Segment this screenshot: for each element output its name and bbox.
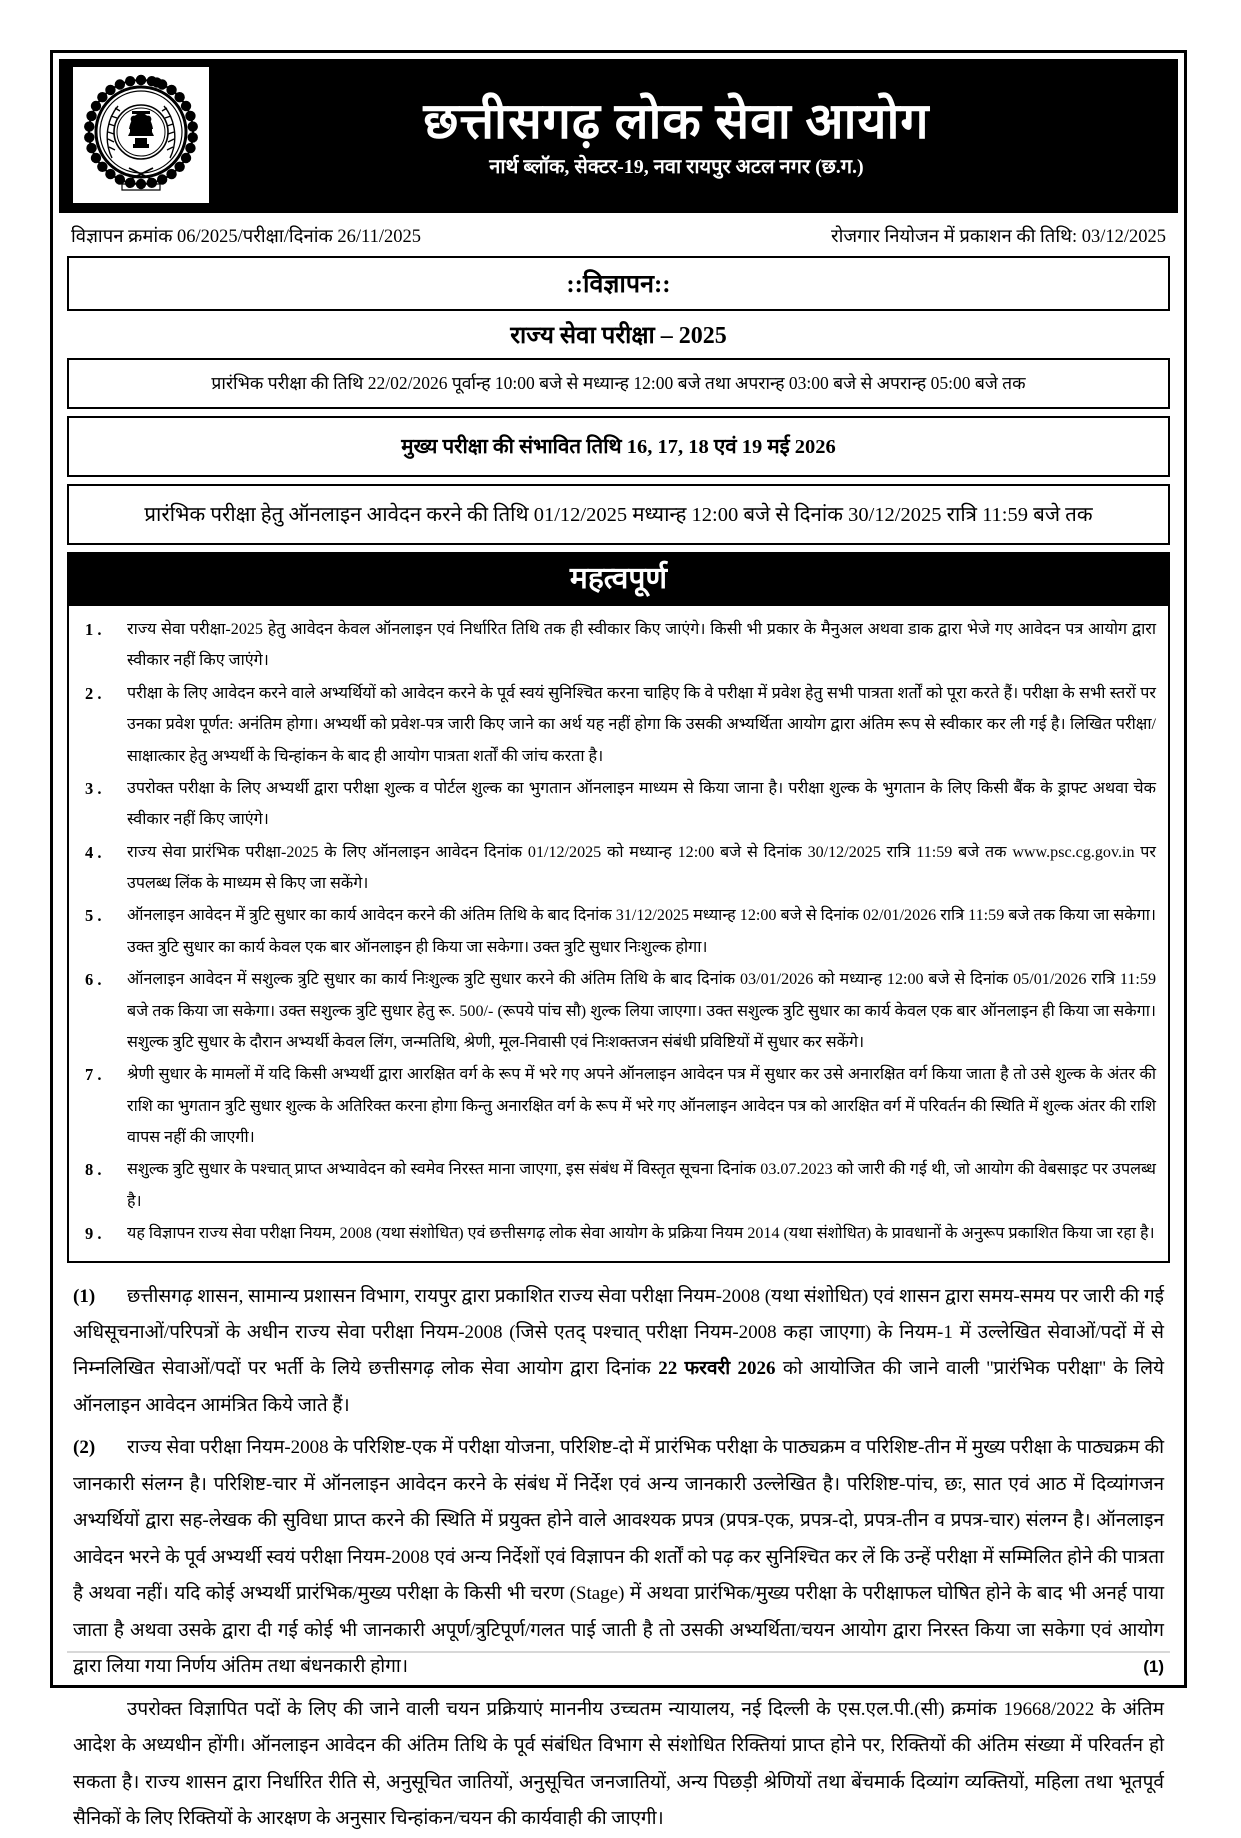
meta-row xyxy=(59,213,1178,256)
footer-divider xyxy=(67,1651,1170,1653)
publication-date: रोजगार नियोजन में प्रकाशन की तिथि: 03/12/2025 xyxy=(831,227,1166,247)
organization-name: छत्तीसगढ़ लोक सेवा आयोग xyxy=(423,93,930,149)
paragraph-2 xyxy=(73,1430,1164,1685)
list-item: सशुल्क त्रुटि सुधार के पश्चात् प्राप्त अभ्यावेदन को स्वमेव निरस्त माना जाएगा, इस संबंध में विस्तृत सूचना दिनांक 03.07.2023 को जारी की गई थी, जो आयोग की वेबसाइट पर उपलब्ध है। xyxy=(127,1161,1156,1210)
important-body xyxy=(69,606,1168,1261)
paragraph-1-text-a: छत्तीसगढ़ शासन, सामान्य प्रशासन विभाग, रायपुर द्वारा प्रकाशित राज्य सेवा परीक्षा नियम-2008 (यथा संशोधित) एवं शासन द्वारा समय-समय पर जारी की गई अधिसूचनाओं/परिपत्रों के अधीन राज्य सेवा परीक्षा नियम-2008 (जिसे एतद् पश्चात् परीक्षा नियम-2008 कहा जाएगा) के नियम-1 में उल्लेखित सेवाओं/पदों में से निम्नलिखित सेवाओं/पदों पर भर्ती के लिये छत्तीसगढ़ लोक सेवा आयोग द्वारा दिनांक xyxy=(73,1285,1164,1380)
important-section xyxy=(67,552,1170,1263)
paragraph-3: उपरोक्त विज्ञापित पदों के लिए की जाने वाली चयन प्रक्रियाएं माननीय उच्चतम न्यायालय, नई दिल्ली के एस.एल.पी.(सी) क्रमांक 19668/2022 के अंतिम आदेश के अध्यधीन होंगी। ऑनलाइन आवेदन की अंतिम तिथि के पूर्व संबंधित विभाग से संशोधित रिक्तियां प्राप्त होने पर, रिक्तियों की अंतिम संख्या में परिवर्तन हो सकता है। राज्य शासन द्वारा निर्धारित रीति से, अनुसूचित जातियों, अनुसूचित जनजातियों, अन्य पिछड़ी श्रेणियों तथा बेंचमार्क दिव्यांग व्यक्तियों, महिला तथा भूतपूर्व सैनिकों के लिए रिक्तियों के आरक्षण के अनुसार चिन्हांकन/चयन की कार्यवाही की जाएगी। xyxy=(73,1698,1164,1830)
online-application-date-box: प्रारंभिक परीक्षा हेतु ऑनलाइन आवेदन करने की तिथि 01/12/2025 मध्यान्ह 12:00 बजे से दिनांक 30/12/2025 रात्रि 11:59 बजे तक xyxy=(67,484,1170,545)
document-page xyxy=(50,50,1187,1830)
advertisement-number: विज्ञापन क्रमांक 06/2025/परीक्षा/दिनांक 26/11/2025 xyxy=(71,227,421,247)
page-footer xyxy=(59,1651,1178,1677)
paragraph-1 xyxy=(73,1279,1164,1425)
list-item: श्रेणी सुधार के मामलों में यदि किसी अभ्यर्थी द्वारा आरक्षित वर्ग के रूप में भरे गए अपने ऑनलाइन आवेदन पत्र में सुधार कर उसे अनारक्षित वर्ग किया जाता है तो उसे शुल्क के अंतर की राशि का भुगतान त्रुटि सुधार शुल्क के अतिरिक्त करना होगा किन्तु अनारक्षित वर्ग के रूप में भरे गए ऑनलाइन आवेदन पत्र को आरक्षित वर्ग में परिवर्तन की स्थिति में शुल्क अंतर की राशि वापस नहीं की जाएगी। xyxy=(127,1066,1156,1146)
important-heading: महत्वपूर्ण xyxy=(69,554,1168,606)
prelim-exam-date-box: प्रारंभिक परीक्षा की तिथि 22/02/2026 पूर्वान्ह 10:00 बजे से मध्यान्ह 12:00 बजे तथा अपरान्ह 03:00 बजे से अपरान्ह 05:00 बजे तक xyxy=(67,358,1170,409)
banner-text xyxy=(209,91,1164,179)
list-item: ऑनलाइन आवेदन में सशुल्क त्रुटि सुधार का कार्य निःशुल्क त्रुटि सुधार करने की अंतिम तिथि के बाद दिनांक 03/01/2026 को मध्यान्ह 12:00 बजे से दिनांक 05/01/2026 रात्रि 11:59 बजे तक किया जा सकेगा। उक्त सशुल्क त्रुटि सुधार हेतु रू. 500/- (रूपये पांच सौ) शुल्क लिया जाएगा। उक्त सशुल्क त्रुटि सुधार का कार्य केवल एक बार ऑनलाइन ही किया जा सकेगा। सशुल्क त्रुटि सुधार के दौरान अभ्यर्थी केवल लिंग, जन्मतिथि, श्रेणी, मूल-निवासी एवं निःशक्तजन संबंधी प्रविष्टियों में सुधार कर सकेंगे। xyxy=(127,971,1156,1051)
paragraph-2-number: (2) xyxy=(73,1437,96,1459)
organization-address: नार्थ ब्लॉक, सेक्टर-19, नवा रायपुर अटल नगर (छ.ग.) xyxy=(489,156,864,178)
cgpsc-emblem-icon xyxy=(73,67,209,203)
paragraph-area xyxy=(59,1263,1178,1838)
header-banner xyxy=(59,59,1178,213)
paragraph-1-exam-date: 22 फरवरी 2026 xyxy=(658,1358,776,1380)
exam-name: राज्य सेवा परीक्षा – 2025 xyxy=(510,323,727,349)
page-inner xyxy=(53,53,1184,1830)
page-number: (1) xyxy=(1143,1657,1164,1676)
main-exam-date-box: मुख्य परीक्षा की संभावित तिथि 16, 17, 18 एवं 19 मई 2026 xyxy=(67,416,1170,477)
list-item: उपरोक्त परीक्षा के लिए अभ्यर्थी द्वारा परीक्षा शुल्क व पोर्टल शुल्क का भुगतान ऑनलाइन माध्यम से किया जाना है। परीक्षा शुल्क के भुगतान के लिए किसी बैंक के ड्राफ्ट अथवा चेक स्वीकार नहीं किए जाएंगे। xyxy=(127,779,1156,829)
important-notes-list xyxy=(79,614,1156,1250)
list-item: राज्य सेवा प्रारंभिक परीक्षा-2025 के लिए ऑनलाइन आवेदन दिनांक 01/12/2025 को मध्यान्ह 12:00 बजे से दिनांक 30/12/2025 रात्रि 11:59 बजे तक www.psc.cg.gov.in पर उपलब्ध लिंक के माध्यम से किए जा सकेंगे। xyxy=(127,843,1156,892)
paragraph-2-text: राज्य सेवा परीक्षा नियम-2008 के परिशिष्ट-एक में परीक्षा योजना, परिशिष्ट-दो में प्रारंभिक परीक्षा के पाठ्यक्रम व परिशिष्ट-तीन में मुख्य परीक्षा के पाठ्यक्रम की जानकारी संलग्न है। परिशिष्ट-चार में ऑनलाइन आवेदन करने के संबंध में निर्देश एवं अन्य जानकारी उल्लेखित है। परिशिष्ट-पांच, छः, सात एवं आठ में दिव्यांगजन अभ्यर्थियों द्वारा सह-लेखक की सुविधा प्राप्त करने की स्थिति में प्रयुक्त होने वाले आवश्यक प्रपत्र (प्रपत्र-एक, प्रपत्र-दो, प्रपत्र-तीन व प्रपत्र-चार) संलग्न है। ऑनलाइन आवेदन भरने के पूर्व अभ्यर्थी स्वयं परीक्षा नियम-2008 एवं अन्य निर्देशों एवं विज्ञापन की शर्तों को पढ़ कर सुनिश्चित कर लें कि उन्हें परीक्षा में सम्मिलित होने की पात्रता है अथवा नहीं। यदि कोई अभ्यर्थी प्रारंभिक/मुख्य परीक्षा के किसी भी चरण (Stage) में अथवा प्रारंभिक/मुख्य परीक्षा के परीक्षाफल घोषित होने के बाद भी अनर्ह पाया जाता है अथवा उसके द्वारा दी गई कोई भी जानकारी अपूर्ण/त्रुटिपूर्ण/गलत पाई जाती है तो उसकी अभ्यर्थिता/चयन आयोग द्वारा निरस्त किया जा सकेगा एवं आयोग द्वारा लिया गया निर्णय अंतिम तथा बंधनकारी होगा। xyxy=(73,1437,1164,1678)
list-item: परीक्षा के लिए आवेदन करने वाले अभ्यर्थियों को आवेदन करने के पूर्व स्वयं सुनिश्चित करना चाहिए कि वे परीक्षा में प्रवेश हेतु सभी पात्रता शर्तों को पूरा करते हैं। परीक्षा के सभी स्तरों पर उनका प्रवेश पूर्णत: अनंतिम होगा। अभ्यर्थी को प्रवेश-पत्र जारी किए जाने का अर्थ यह नहीं होगा कि उसकी अभ्यर्थिता आयोग द्वारा अंतिम रूप से स्वीकार कर ली गई है। लिखित परीक्षा/साक्षात्कार हेतु अभ्यर्थी के चिन्हांकन के बाद ही आयोग पात्रता शर्तों की जांच करता है। xyxy=(127,684,1156,765)
paragraph-1-number: (1) xyxy=(73,1285,96,1307)
list-item: यह विज्ञापन राज्य सेवा परीक्षा नियम, 2008 (यथा संशोधित) एवं छत्तीसगढ़ लोक सेवा आयोग के प्रक्रिया नियम 2014 (यथा संशोधित) के प्रावधानों के अनुरूप प्रकाशित किया जा रहा है। xyxy=(127,1225,1155,1243)
list-item: ऑनलाइन आवेदन में त्रुटि सुधार का कार्य आवेदन करने की अंतिम तिथि के बाद दिनांक 31/12/2025 मध्यान्ह 12:00 बजे से दिनांक 02/01/2026 रात्रि 11:59 बजे तक किया जा सकेगा। उक्त त्रुटि सुधार का कार्य केवल एक बार ऑनलाइन ही किया जा सकेगा। उक्त त्रुटि सुधार निःशुल्क होगा। xyxy=(127,907,1156,956)
paragraph-1-text-b: को आयोजित की जाने वाली ''प्रारंभिक परीक्षा'' के लिये ऑनलाइन आवेदन आमंत्रित किये जाते हैं। xyxy=(73,1358,1164,1416)
advertisement-label-box: ::विज्ञापन:: xyxy=(67,256,1170,311)
list-item: राज्य सेवा परीक्षा-2025 हेतु आवेदन केवल ऑनलाइन एवं निर्धारित तिथि तक ही स्वीकार किए जाएंगे। किसी भी प्रकार के मैनुअल अथवा डाक द्वारा भेजे गए आवेदन पत्र आयोग द्वारा स्वीकार नहीं किए जाएंगे। xyxy=(127,621,1156,670)
